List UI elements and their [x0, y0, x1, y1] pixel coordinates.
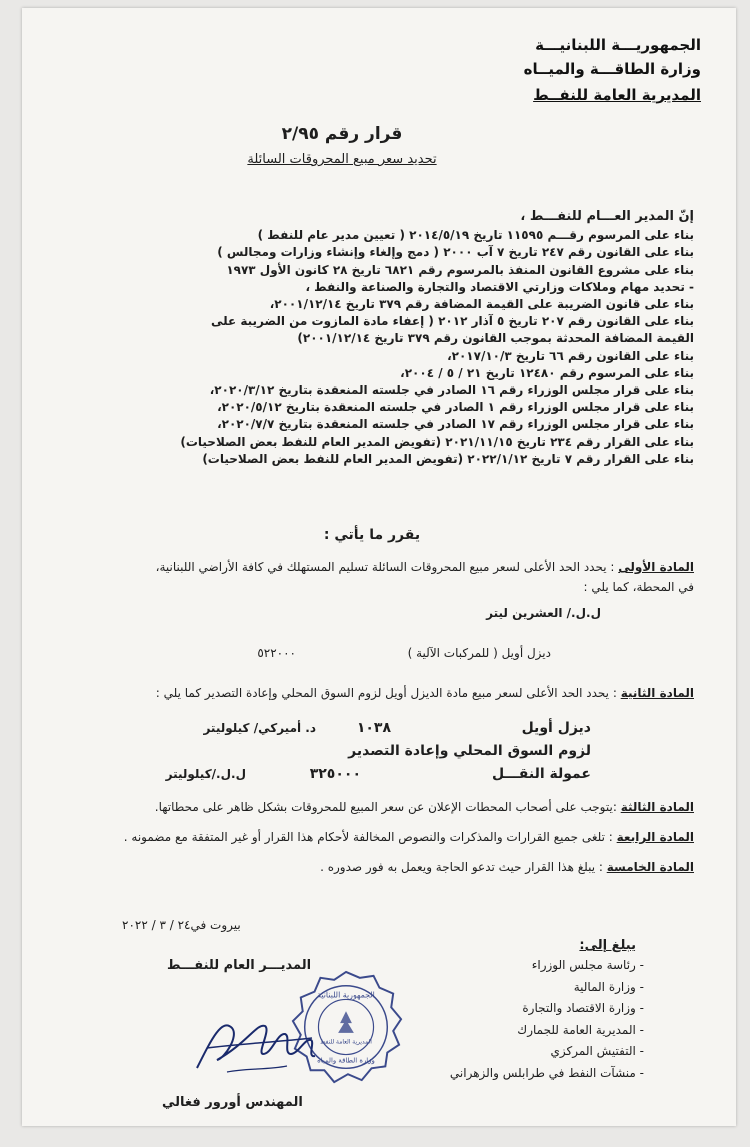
bullet-dash: - — [635, 1044, 644, 1058]
article-2-unit-1: د. أميركي/ كيلوليتر — [203, 721, 316, 735]
preamble — [94, 208, 694, 468]
stamp-bottom-text: وزارة الطاقة والمياه — [317, 1056, 375, 1065]
header-ministry: وزارة الطاقـــة والميــاه — [523, 60, 701, 78]
preamble-line: بناء على قرار مجلس الوزراء رقم ١٧ الصادر في جلسته المنعقدة بتاريخ ٢٠٢٠/٧/٧، — [217, 417, 694, 432]
recipient-item — [444, 1023, 644, 1045]
recipients-title: يبلغ إلى: — [579, 938, 636, 953]
article-5-text: : يبلغ هذا القرار حيث تدعو الحاجة ويعمل به فور صدوره . — [320, 860, 603, 874]
document-page — [22, 8, 736, 1126]
article-2-text: : يحدد الحد الأعلى لسعر مبيع مادة الديزل أويل لزوم السوق المحلي وإعادة التصدير كما يلي : — [155, 686, 617, 700]
preamble-line: بناء على المرسوم رقم ١٢٤٨٠ تاريخ ٢١ / ٥ / ٢٠٠٤، — [400, 365, 694, 380]
article-2-value-3: ٣٢٥٠٠٠ — [309, 766, 361, 782]
handwritten-signature — [187, 998, 322, 1083]
place-date: بيروت في٢٤ / ٣ / ٢٠٢٢ — [122, 918, 241, 932]
recipient-label: وزارة المالية — [573, 979, 636, 994]
article-2-value-1: ١٠٣٨ — [356, 720, 391, 736]
bullet-dash: - — [635, 1001, 644, 1015]
article-4-label: المادة الرابعة — [616, 830, 694, 844]
recipient-item — [444, 1066, 644, 1088]
article-2-item-2: لزوم السوق المحلي وإعادة التصدير — [348, 743, 591, 759]
article-1-label: المادة الأولى — [618, 560, 694, 574]
article-1-price: ٥٢٢٠٠٠ — [257, 646, 296, 660]
preamble-line: بناء على مشروع القانون المنفذ بالمرسوم رقم ٦٨٢١ تاريخ ٢٨ كانون الأول ١٩٧٣ — [226, 262, 694, 277]
article-2-item-3: عمولة النقـــل — [491, 766, 591, 782]
preamble-line: بناء على قرار مجلس الوزراء رقم ١ الصادر في جلسته المنعقدة بتاريخ ٢٠٢٠/٥/١٢، — [217, 400, 694, 415]
header-republic: الجمهوريـــة اللبنانيـــة — [535, 36, 701, 54]
article-3-label: المادة الثالثة — [620, 800, 694, 814]
recipient-label: المديرية العامة للجمارك — [517, 1022, 636, 1037]
article-1 — [54, 560, 694, 574]
article-3-text: :يتوجب على أصحاب المحطات الإعلان عن سعر المبيع للمحروقات بشكل ظاهر على محطاتها. — [154, 800, 617, 814]
recipient-label: منشآت النفط في طرابلس والزهراني — [449, 1065, 636, 1080]
stamp-ring-text: الجمهورية اللبنانية — [317, 990, 375, 1000]
preamble-line: بناء على قرار مجلس الوزراء رقم ١٦ الصادر في جلسته المنعقدة بتاريخ ٢٠٢٠/٣/١٢، — [209, 383, 694, 398]
recipient-item — [444, 1001, 644, 1023]
article-2-unit-3: ل.ل./كيلوليتر — [165, 767, 246, 781]
article-2-label: المادة الثانية — [620, 686, 694, 700]
preamble-line: - تحديد مهام وملاكات وزارتي الاقتصاد والتجارة والصناعة والنفط ، — [305, 279, 694, 294]
recipient-item — [444, 1044, 644, 1066]
preamble-line: بناء على قانون الضريبة على القيمة المضافة رقم ٣٧٩ تاريخ ٢٠٠١/١٢/١٤، — [269, 297, 694, 312]
recipient-item — [444, 958, 644, 980]
decides-heading: يقرر ما يأتي : — [323, 527, 421, 543]
recipient-item — [444, 980, 644, 1002]
recipient-label: رئاسة مجلس الوزراء — [531, 958, 636, 972]
recipient-label: التفتيش المركزي — [550, 1044, 636, 1058]
preamble-lines — [94, 227, 694, 468]
signatory-name: المهندس أورور فغالي — [162, 1095, 303, 1110]
decision-title: قرار رقم ٢/٩٥ — [281, 124, 403, 144]
article-4-text: : تلغى جميع القرارات والمذكرات والنصوص المخالفة لأحكام هذا القرار أو غير المتفقة مع مضمونه . — [123, 830, 613, 844]
preamble-line: بناء على المرسوم رقـــم ١١٥٩٥ تاريخ ٢٠١٤/٥/١٩ ( تعيين مدير عام للنفط ) — [257, 228, 694, 243]
preamble-line: بناء على القانون رقم ٢٤٧ تاريخ ٧ آب ٢٠٠٠ ( دمج وإلغاء وإنشاء وزارات ومجالس ) — [217, 245, 694, 260]
article-4 — [54, 830, 694, 844]
article-1-text: : يحدد الحد الأعلى لسعر مبيع المحروقات السائلة تسليم المستهلك في كافة الأراضي اللبنانية، — [155, 560, 615, 574]
preamble-line: بناء على القرار رقم ٢٣٤ تاريخ ٢٠٢١/١١/١٥ (تفويض المدير العام للنفط بعض الصلاحيات) — [180, 434, 694, 449]
bullet-dash: - — [635, 979, 644, 994]
signatory-title: المديـــر العام للنفـــط — [167, 958, 312, 973]
header-directorate: المديرية العامة للنفــط — [533, 86, 701, 104]
recipient-label: وزارة الاقتصاد والتجارة — [522, 1001, 636, 1015]
preamble-line: بناء على القرار رقم ٧ تاريخ ٢٠٢٢/١/١٢ (تفويض المدير العام للنفط بعض الصلاحيات) — [202, 451, 694, 466]
preamble-opening: إنّ المدير العـــام للنفـــط ، — [520, 209, 694, 224]
recipients-list — [444, 958, 644, 1087]
article-2 — [54, 686, 694, 700]
article-3 — [54, 800, 694, 814]
preamble-line: بناء على القانون رقم ٦٦ تاريخ ٢٠١٧/١٠/٣، — [447, 348, 694, 363]
article-1-unit: ل.ل./ العشرين ليتر — [486, 606, 601, 620]
bullet-dash: - — [635, 1022, 644, 1037]
article-2-item-1: ديزل أويل — [521, 720, 591, 736]
bullet-dash: - — [635, 1065, 644, 1080]
article-5-label: المادة الخامسة — [606, 860, 694, 874]
article-5 — [54, 860, 694, 874]
decision-subtitle: تحديد سعر مبيع المحروقات السائلة — [247, 152, 437, 167]
preamble-line: القيمة المضافة المحدثة بموجب القانون رقم ٣٧٩ تاريخ ٢٠٠١/١٢/١٤) — [297, 331, 694, 346]
article-1-text-2: في المحطة، كما يلي : — [583, 580, 694, 594]
stamp-center-text: المديرية العامة للنفط — [320, 1039, 372, 1046]
preamble-line: بناء على القانون رقم ٢٠٧ تاريخ ٥ آذار ٢٠١٢ ( إعفاء مادة المازوت من الضريبة على — [210, 314, 694, 329]
article-1-item: ديزل أويل ( للمركبات الآلية ) — [407, 646, 551, 660]
bullet-dash: - — [635, 958, 644, 972]
